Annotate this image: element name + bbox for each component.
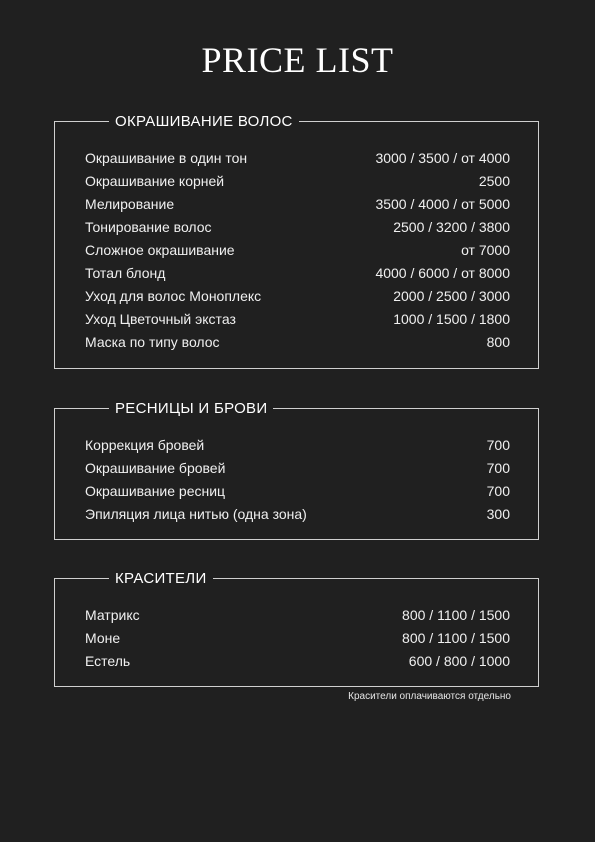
service-name: Матрикс	[85, 607, 140, 623]
price-row	[85, 308, 510, 331]
price-row	[85, 147, 510, 170]
price-row	[85, 239, 510, 262]
service-price: 800 / 1100 / 1500	[402, 607, 510, 623]
service-price: 700	[486, 483, 510, 499]
price-rows	[85, 604, 510, 673]
price-row	[85, 627, 510, 650]
section-hair-coloring	[54, 113, 539, 369]
page-title: PRICE LIST	[201, 40, 394, 80]
service-name: Маска по типу волос	[85, 334, 220, 350]
service-price: от 7000	[461, 242, 510, 258]
price-row	[85, 503, 510, 526]
service-price: 700	[486, 437, 510, 453]
price-row	[85, 331, 510, 354]
section-lashes-brows	[54, 400, 539, 540]
service-name: Естель	[85, 653, 131, 669]
section-dyes	[54, 570, 539, 687]
service-name: Окрашивание корней	[85, 173, 225, 189]
service-name: Тонирование волос	[85, 219, 212, 235]
service-price: 700	[486, 460, 510, 476]
service-name: Окрашивание ресниц	[85, 483, 226, 499]
dyes-footnote: Красители оплачиваются отдельно	[348, 691, 511, 702]
price-row	[85, 216, 510, 239]
service-price: 800 / 1100 / 1500	[402, 630, 510, 646]
service-price: 800	[486, 334, 510, 350]
section-title: ОКРАШИВАНИЕ ВОЛОС	[109, 112, 299, 132]
section-title: КРАСИТЕЛИ	[109, 569, 213, 589]
service-price: 3500 / 4000 / от 5000	[375, 196, 510, 212]
service-price: 2500 / 3200 / 3800	[393, 219, 510, 235]
price-rows	[85, 147, 510, 354]
service-name: Сложное окрашивание	[85, 242, 235, 258]
price-row	[85, 193, 510, 216]
price-row	[85, 170, 510, 193]
service-price: 4000 / 6000 / от 8000	[375, 265, 510, 281]
service-name: Коррекция бровей	[85, 437, 205, 453]
price-row	[85, 262, 510, 285]
service-price: 3000 / 3500 / от 4000	[375, 150, 510, 166]
price-row	[85, 480, 510, 503]
price-row	[85, 650, 510, 673]
service-name: Моне	[85, 630, 121, 646]
service-name: Эпиляция лица нитью (одна зона)	[85, 506, 307, 522]
section-title: РЕСНИЦЫ И БРОВИ	[109, 399, 273, 419]
service-price: 600 / 800 / 1000	[408, 653, 510, 669]
service-price: 2500	[478, 173, 510, 189]
service-name: Тотал блонд	[85, 265, 166, 281]
service-price: 2000 / 2500 / 3000	[393, 288, 510, 304]
service-name: Окрашивание в один тон	[85, 150, 248, 166]
price-row	[85, 434, 510, 457]
price-row	[85, 285, 510, 308]
service-name: Мелирование	[85, 196, 175, 212]
service-name: Окрашивание бровей	[85, 460, 226, 476]
service-price: 1000 / 1500 / 1800	[393, 311, 510, 327]
price-row	[85, 457, 510, 480]
price-rows	[85, 434, 510, 526]
service-name: Уход Цветочный экстаз	[85, 311, 236, 327]
price-row	[85, 604, 510, 627]
service-price: 300	[486, 506, 510, 522]
service-name: Уход для волос Моноплекс	[85, 288, 262, 304]
